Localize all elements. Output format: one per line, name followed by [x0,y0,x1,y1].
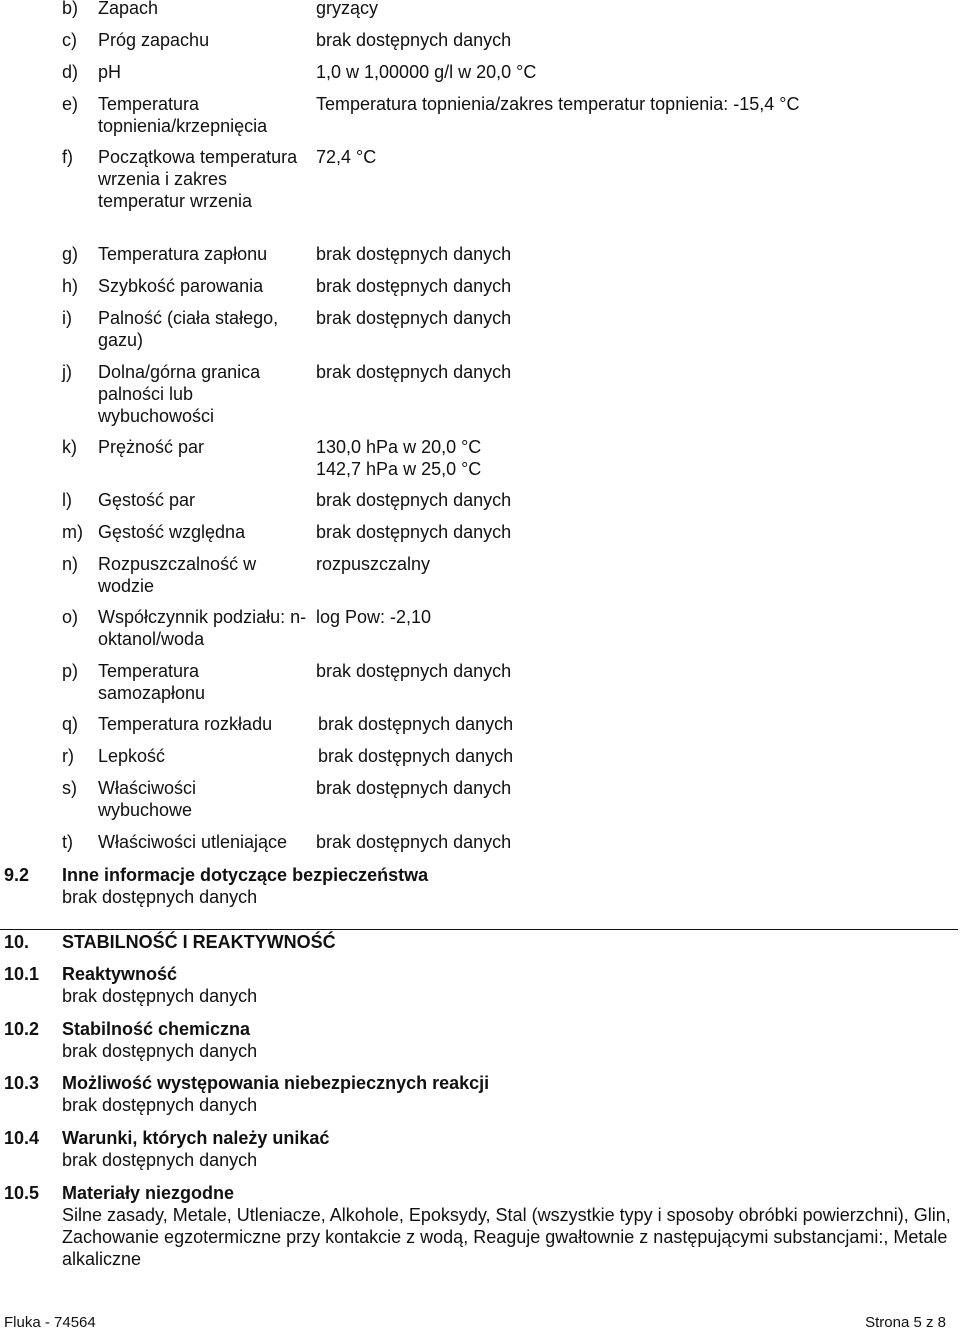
section-title: Reaktywność [62,964,178,984]
section-body: brak dostępnych danych [62,1150,258,1170]
section-body: Silne zasady, Metale, Utleniacze, Alkohole, Epoksydy, Stal (wszystkie typy i sposoby obróbki powierzchni), Glin, Zachowanie egzotermiczne przy kontakcie z wodą, Reaguje gwałtownie z następującymi substancjami:, Metale alkaliczne [62,1205,951,1269]
property-name: Gęstość względna [98,522,246,542]
property-key: s) [62,778,77,798]
section-title: Możliwość występowania niebezpiecznych reakcji [62,1073,490,1093]
section-number: 10.5 [4,1183,40,1203]
property-key: n) [62,554,79,574]
section-number: 10.1 [4,964,40,984]
section-number: 10. [4,932,30,952]
property-name: Zapach [98,0,159,18]
property-key: p) [62,661,79,681]
property-key: d) [62,62,79,82]
property-name: Współczynnik podziału: n-oktanol/woda [98,607,307,649]
section-number: 10.3 [4,1073,40,1093]
section-title: Inne informacje dotyczące bezpieczeństwa [62,865,429,885]
property-value: brak dostępnych danych [316,490,512,510]
property-key: l) [62,490,72,510]
property-name: Temperatura zapłonu [98,244,268,264]
section-title: STABILNOŚĆ I REAKTYWNOŚĆ [62,932,336,952]
property-value: brak dostępnych danych [316,276,512,296]
property-value: brak dostępnych danych [316,522,512,542]
property-key: r) [62,746,74,766]
property-key: m) [62,522,83,542]
property-name: Lepkość [98,746,166,766]
property-name: Temperatura rozkładu [98,714,273,734]
property-value: 1,0 w 1,00000 g/l w 20,0 °C [316,62,537,82]
section-number: 9.2 [4,865,30,885]
property-name: Szybkość parowania [98,276,264,296]
section-title: Warunki, których należy unikać [62,1128,330,1148]
section-body: brak dostępnych danych [62,887,258,907]
property-value: gryzący [316,0,379,18]
property-name: Prężność par [98,437,205,457]
property-value: Temperatura topnienia/zakres temperatur topnienia: -15,4 °C [316,94,800,114]
property-value: log Pow: -2,10 [316,607,432,627]
property-key: c) [62,30,77,50]
property-value: brak dostępnych danych [316,661,512,681]
property-value: brak dostępnych danych [316,244,512,264]
property-value: brak dostępnych danych [318,746,514,766]
property-value: brak dostępnych danych [316,362,512,382]
property-key: k) [62,437,77,457]
section-body: brak dostępnych danych [62,1095,258,1115]
section-number: 10.4 [4,1128,40,1148]
property-value: brak dostępnych danych [316,778,512,798]
property-value: brak dostępnych danych [316,832,512,852]
property-key: b) [62,0,79,18]
property-key: i) [62,308,72,328]
property-key: f) [62,147,73,167]
property-value: 72,4 °C [316,147,377,167]
property-name: Początkowa temperatura wrzenia i zakres temperatur wrzenia [98,147,298,211]
property-value: brak dostępnych danych [318,714,514,734]
property-key: h) [62,276,79,296]
property-name: Gęstość par [98,490,196,510]
section-title: Stabilność chemiczna [62,1019,251,1039]
property-value: 130,0 hPa w 20,0 °C 142,7 hPa w 25,0 °C [316,437,482,479]
property-key: q) [62,714,79,734]
property-name: pH [98,62,122,82]
product-code: Fluka - 74564 [4,1314,96,1331]
property-key: e) [62,94,79,114]
page-number: Strona 5 z 8 [865,1314,946,1331]
property-name: Właściwości wybuchowe [98,778,197,820]
section-body: brak dostępnych danych [62,986,258,1006]
property-key: j) [62,362,72,382]
property-value: brak dostępnych danych [316,308,512,328]
property-name: Właściwości utleniające [98,832,288,852]
property-name: Rozpuszczalność w wodzie [98,554,257,596]
property-name: Próg zapachu [98,30,210,50]
property-key: o) [62,607,79,627]
property-name: Temperatura samozapłonu [98,661,206,703]
section-number: 10.2 [4,1019,40,1039]
property-value: rozpuszczalny [316,554,431,574]
property-name: Palność (ciała stałego, gazu) [98,308,279,350]
property-value: brak dostępnych danych [316,30,512,50]
section-body: brak dostępnych danych [62,1041,258,1061]
property-name: Temperatura topnienia/krzepnięcia [98,94,268,136]
property-name: Dolna/górna granica palności lub wybuchowości [98,362,261,426]
property-key: t) [62,832,73,852]
property-key: g) [62,244,79,264]
section-divider [0,929,958,930]
section-title: Materiały niezgodne [62,1183,235,1203]
